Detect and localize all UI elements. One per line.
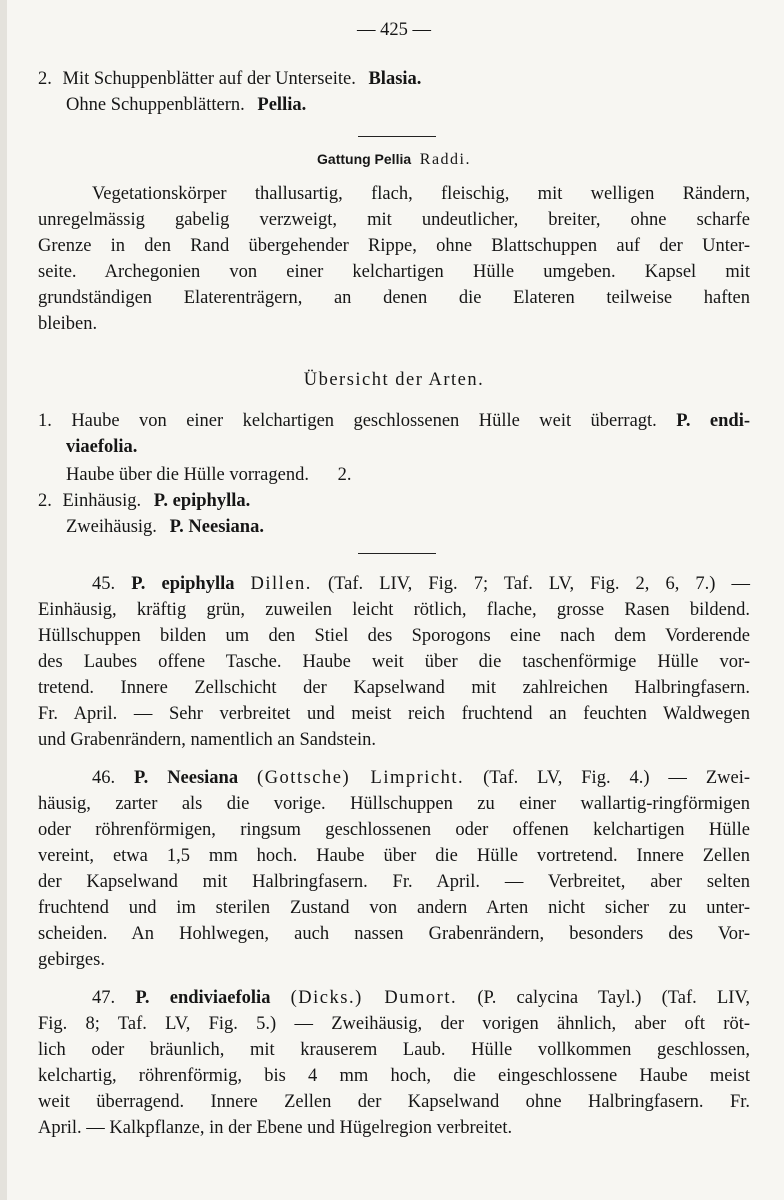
genus-description-line: bleiben. [38,314,98,334]
key-number: 2. [38,491,52,511]
species-45-line: des Laubes offene Tasche. Haube weit über die taschenförmige Hülle vor- [38,652,750,672]
species-name: P. Neesiana. [169,517,264,537]
species-reference: (Taf. LIV, Fig. 7; Taf. LV, Fig. 2, 6, 7.) — [327,574,750,594]
key-text: Mit Schuppenblätter auf der Unterseite. [62,69,356,89]
key-text: Haube über die Hülle vorragend. [66,465,309,485]
key-line-2 [38,488,750,514]
species-reference: (Taf. LV, Fig. 4.) — Zwei- [483,768,751,788]
key-text: Einhäusig. [62,491,142,511]
species-45-line: Einhäusig, kräftig grün, zuweilen leicht rötlich, flache, grosse Rasen bildend. [38,600,750,620]
species-number: 45. [92,574,116,594]
key-line-1b [66,462,778,488]
page-edge-shadow [0,0,7,1200]
key-line-2b [66,514,778,540]
key-text: Ohne Schuppenblättern. [66,95,245,115]
species-46-line: häusig, zarter als die vorige. Hüllschuppen zu einer wallartig-ringförmigen [38,794,750,814]
species-47-line: Fig. 8; Taf. LV, Fig. 5.) — Zweihäusig, der vorigen ähnlich, aber oft röt- [38,1014,750,1034]
species-author: (Dicks.) Dumort. [290,988,458,1008]
species-46-line: fruchtend und im sterilen Zustand von andern Arten nicht sicher zu unter- [38,898,750,918]
section-divider [358,553,436,554]
genus-description-line: Grenze in den Rand übergehender Rippe, ohne Blattschuppen auf der Unter- [38,236,750,256]
genus-description-line: unregelmässig gabelig verzweigt, mit undeutlicher, breiter, ohne scharfe [38,210,750,230]
genus-description-line: seite. Archegonien von einer kelchartigen Hülle umgeben. Kapsel mit [38,262,750,282]
key-text: Haube von einer kelchartigen geschlossenen Hülle weit überragt. [71,411,657,431]
species-47-line: lich oder bräunlich, mit krauserem Laub. Hülle vollkommen geschlossen, [38,1040,750,1060]
species-46-line: gebirges. [38,950,105,970]
species-reference: (P. calycina Tayl.) (Taf. LIV, [477,988,750,1008]
species-45-line: und Grabenrändern, namentlich an Sandstein. [38,730,377,750]
species-46-line: scheiden. An Hohlwegen, auch nassen Grabenrändern, besonders des Vor- [38,924,750,944]
key-line-1-cont: viaefolia. [66,437,138,457]
key-reference: 2. [337,465,352,485]
species-45-line: Fr. April. — Sehr verbreitet und meist reich fruchtend an feuchten Waldwegen [38,704,750,724]
species-name: P. endi- [676,411,750,431]
genus-description-line: Vegetationskörper thallusartig, flach, fleischig, mit welligen Rändern, [92,184,750,204]
overview-heading: Übersicht der Arten. [303,370,485,390]
species-46-heading [92,765,750,791]
genus-description-line: grundständigen Elaterenträgern, an denen die Elateren teilweise haften [38,288,750,308]
species-author: (Gottsche) Limpricht. [257,768,465,788]
species-47-line: weit überragend. Innere Zellen der Kapselwand ohne Halbringfasern. Fr. [38,1092,750,1112]
species-47-heading [92,985,750,1011]
key-number: 2. [38,69,52,89]
species-number: 47. [92,988,116,1008]
genus-name-blasia: Blasia. [368,69,422,89]
species-45-line: Hüllschuppen bilden um den Stiel des Sporogons eine nach dem Vorderende [38,626,750,646]
species-name: P. endiviaefolia [135,988,271,1008]
section-divider [358,136,436,137]
key-number: 1. [38,411,52,431]
genus-author: Raddi. [419,151,471,168]
key-line-1 [38,408,750,434]
key-pellia-line [66,92,778,118]
species-46-line: der Kapselwand mit Halbringfasern. Fr. April. — Verbreitet, aber selten [38,872,750,892]
key-text: Zweihäusig. [66,517,157,537]
species-author: Dillen. [250,574,312,594]
genus-label: Gattung Pellia [317,151,412,167]
species-47-line: kelchartig, röhrenförmig, bis 4 mm hoch, die eingeschlossene Haube meist [38,1066,750,1086]
species-name: P. epiphylla. [153,491,251,511]
species-45-heading [92,571,750,597]
species-46-line: vereint, etwa 1,5 mm hoch. Haube über die Hülle vortretend. Innere Zellen [38,846,750,866]
species-name: P. Neesiana [134,768,239,788]
species-46-line: oder röhrenförmigen, ringsum geschlossenen oder offenen kelchartigen Hülle [38,820,750,840]
species-number: 46. [92,768,116,788]
page-number: — 425 — [357,20,431,40]
species-47-line: April. — Kalkpflanze, in der Ebene und Hügelregion verbreitet. [38,1118,513,1138]
species-45-line: tretend. Innere Zellschicht der Kapselwand mit zahlreichen Halbringfasern. [38,678,750,698]
key-blasia-line [38,66,750,92]
species-name: P. epiphylla [131,574,235,594]
genus-heading [38,146,750,173]
genus-name-pellia: Pellia. [257,95,307,115]
